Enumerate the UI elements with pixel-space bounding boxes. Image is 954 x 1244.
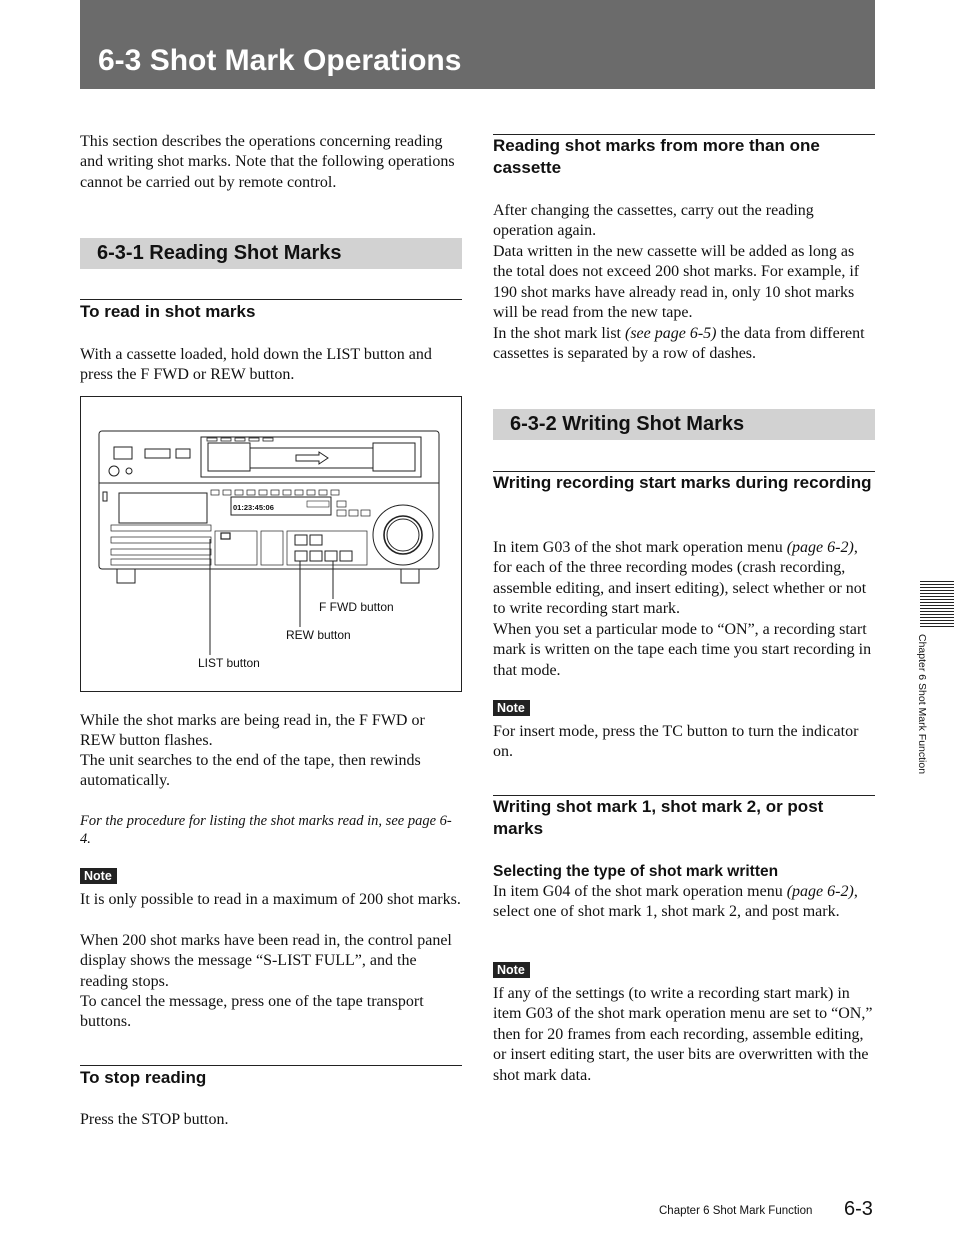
vtr-body: [99, 431, 439, 569]
callout-rew-button: REW button: [286, 628, 351, 642]
list-button: [221, 533, 230, 539]
flash-paragraph-2: The unit searches to the end of the tape, then rewinds automatically.: [80, 752, 421, 790]
rew-button: [295, 551, 307, 561]
callout-list-button: LIST button: [198, 656, 260, 670]
note-badge: Note: [80, 868, 117, 884]
page-title: 6-3 Shot Mark Operations: [98, 44, 462, 77]
note-final-text: If any of the settings (to write a recording start mark) in item G03 of the shot mark operation menu are set to “ON,” then for 20 frames from each recording, assemble editing, or insert editing start, the user bits are overwritten with the shot mark data.: [493, 985, 873, 1084]
stop-paragraph: Press the STOP button.: [80, 1111, 229, 1128]
chapter-side-tab: [920, 581, 954, 627]
note-text-3: To cancel the message, press one of the tape transport buttons.: [80, 993, 424, 1031]
section-band-writing: [493, 409, 875, 440]
vtr-foot-left: [117, 569, 135, 583]
page-reference: (see page 6-5): [624, 325, 717, 342]
heading-read-shot-marks: To read in shot marks: [80, 302, 256, 321]
jog-dial-outer: [373, 505, 433, 565]
note-text-1: It is only possible to read in a maximum of 200 shot marks.: [80, 891, 461, 908]
rec-paragraph-1: In item G03 of the shot mark operation menu (page 6-2), for each of the three recording modes (crash recording, assemble editing, and insert editing), select whether or not to write recording start mark.: [493, 539, 867, 618]
procedure-reference: For the procedure for listing the shot marks read in, see page 6-4.: [80, 813, 452, 847]
flash-paragraph-1: While the shot marks are being read in, the F FWD or REW button flashes.: [80, 712, 425, 750]
page-reference: (page 6-2): [786, 539, 854, 556]
vtr-illustration: [81, 397, 461, 691]
side-chapter-label: Chapter 6 Shot Mark Function: [916, 634, 928, 775]
heading-recording-start-marks: Writing recording start marks during recording: [493, 473, 872, 492]
note-insert-text: For insert mode, press the TC button to turn the indicator on.: [493, 723, 859, 761]
section-title-reading: 6-3-1 Reading Shot Marks: [97, 242, 342, 264]
ffwd-button: [325, 551, 337, 561]
intro-paragraph: This section describes the operations concerning reading and writing shot marks. Note that the following operations cannot be carried out by remote control.: [80, 133, 455, 191]
heading-rule: [80, 1065, 462, 1066]
page-reference: (page 6-2): [786, 883, 854, 900]
note-text-2: When 200 shot marks have been read in, the control panel display shows the message “S-LIST FULL”, and the reading stops.: [80, 932, 452, 990]
rec-paragraph-2: When you set a particular mode to “ON”, a recording start mark is written on the tape each time you start recording in that mode.: [493, 621, 872, 679]
vtr-figure: [80, 396, 462, 692]
power-switch: [114, 447, 132, 459]
callout-ffwd-button: F FWD button: [319, 600, 394, 614]
lower-button-field: [111, 525, 367, 565]
eject-arrow: [296, 452, 328, 464]
heading-multiple-cassettes: Reading shot marks from more than one cassette: [493, 136, 820, 177]
footer-chapter: Chapter 6 Shot Mark Function: [659, 1205, 813, 1217]
chapter-banner: [80, 0, 875, 89]
jog-dial: [384, 516, 422, 554]
sm-paragraph-1: In item G04 of the shot mark operation menu (page 6-2), select one of shot mark 1, shot mark 2, and post mark.: [493, 883, 858, 921]
timecode-readout: 01:23:45:06: [233, 503, 274, 512]
heading-stop-reading: To stop reading: [80, 1068, 207, 1087]
note-badge: Note: [493, 700, 530, 716]
vtr-foot-right: [401, 569, 419, 583]
note-badge: Note: [493, 962, 530, 978]
read-paragraph: With a cassette loaded, hold down the LIST button and press the F FWD or REW button.: [80, 346, 432, 384]
section-title-writing: 6-3-2 Writing Shot Marks: [510, 413, 745, 435]
menu-display: [119, 493, 207, 523]
multi-paragraph-3: In the shot mark list (see page 6-5) the data from different cassettes is separated by a row of dashes.: [493, 325, 865, 363]
footer-page-number: 6-3: [844, 1198, 873, 1220]
heading-rule: [80, 299, 462, 300]
heading-shot-mark-types: Writing shot mark 1, shot mark 2, or post marks: [493, 797, 824, 838]
section-band-reading: [80, 238, 462, 269]
multi-paragraph-1: After changing the cassettes, carry out the reading operation again.: [493, 202, 814, 240]
multi-paragraph-2: Data written in the new cassette will be added as long as the total does not exceed 200 shot marks. For example, if 190 shot marks have already read in, only 10 shot marks will be read from the new tape.: [493, 243, 860, 322]
subheading-select-type: Selecting the type of shot mark written: [493, 863, 779, 880]
